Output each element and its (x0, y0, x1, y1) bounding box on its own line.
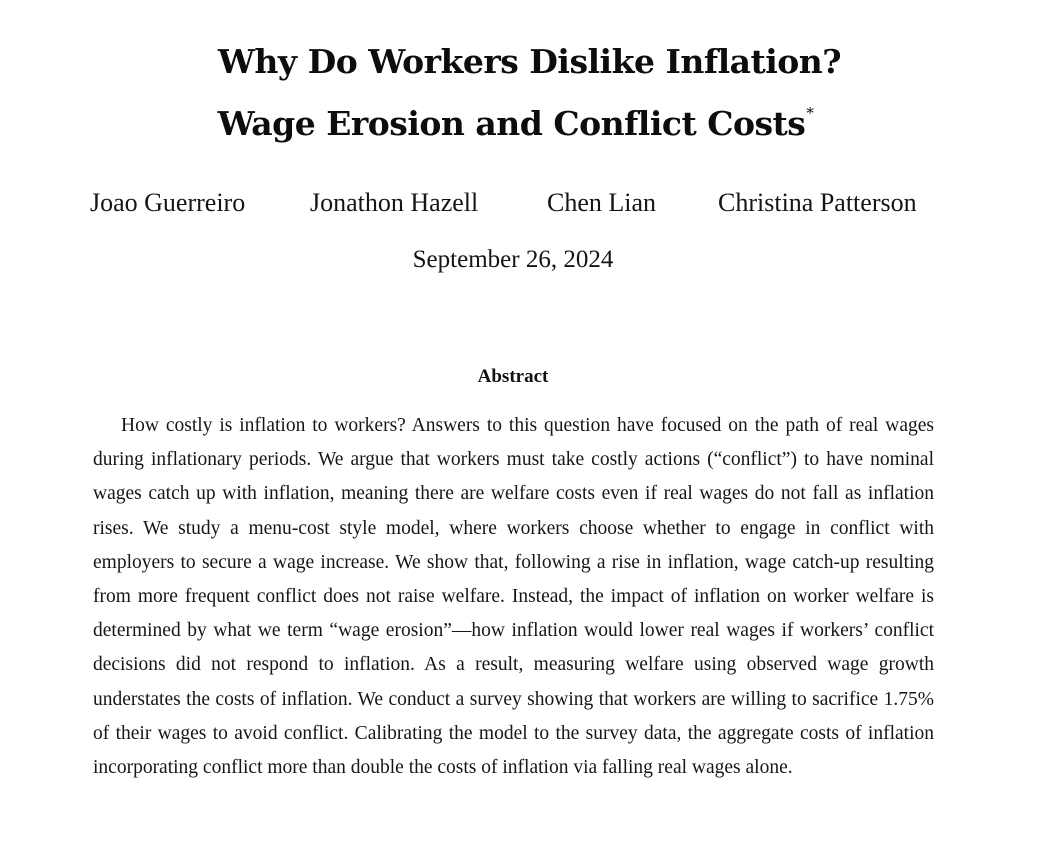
paper-title-line-1 (0, 42, 1059, 81)
title-line-1-text: Why Do Workers Dislike Inflation? (217, 42, 842, 81)
title-line-2-text: Wage Erosion and Conflict Costs (217, 104, 806, 143)
author-name: Jonathon Hazell (310, 188, 479, 217)
paper-title-line-2 (0, 104, 1045, 143)
author-name: Christina Patterson (718, 188, 917, 217)
title-footnote-mark[interactable]: * (806, 104, 814, 122)
author-name: Joao Guerreiro (90, 188, 246, 217)
author-name: Chen Lian (547, 188, 657, 217)
abstract-text: How costly is inflation to workers? Answers to this question have focused on the path of real wages during inflationary periods. We argue that workers must take costly actions (“conflict”) to have nominal wages catch up with inflation, meaning there are welfare costs even if real wages do not fall as inflation rises. We study a menu-cost style model, where workers choose whether to engage in conflict with employers to secure a wage increase. We show that, following a rise in inflation, wage catch-up resulting from more frequent conflict does not raise welfare. Instead, the impact of inflation on worker welfare is determined by what we term “wage erosion”—how inflation would lower real wages if workers’ conflict decisions did not respond to inflation. As a result, measuring welfare using observed wage growth understates the costs of inflation. We conduct a survey showing that workers are willing to sacrifice 1.75% of their wages to avoid conflict. Calibrating the model to the survey data, the aggregate costs of inflation incorporating conflict more than double the costs of inflation via falling real wages alone. (93, 415, 934, 779)
abstract-heading: Abstract (477, 366, 549, 387)
publication-date: September 26, 2024 (412, 246, 614, 273)
author-list (88, 188, 948, 222)
